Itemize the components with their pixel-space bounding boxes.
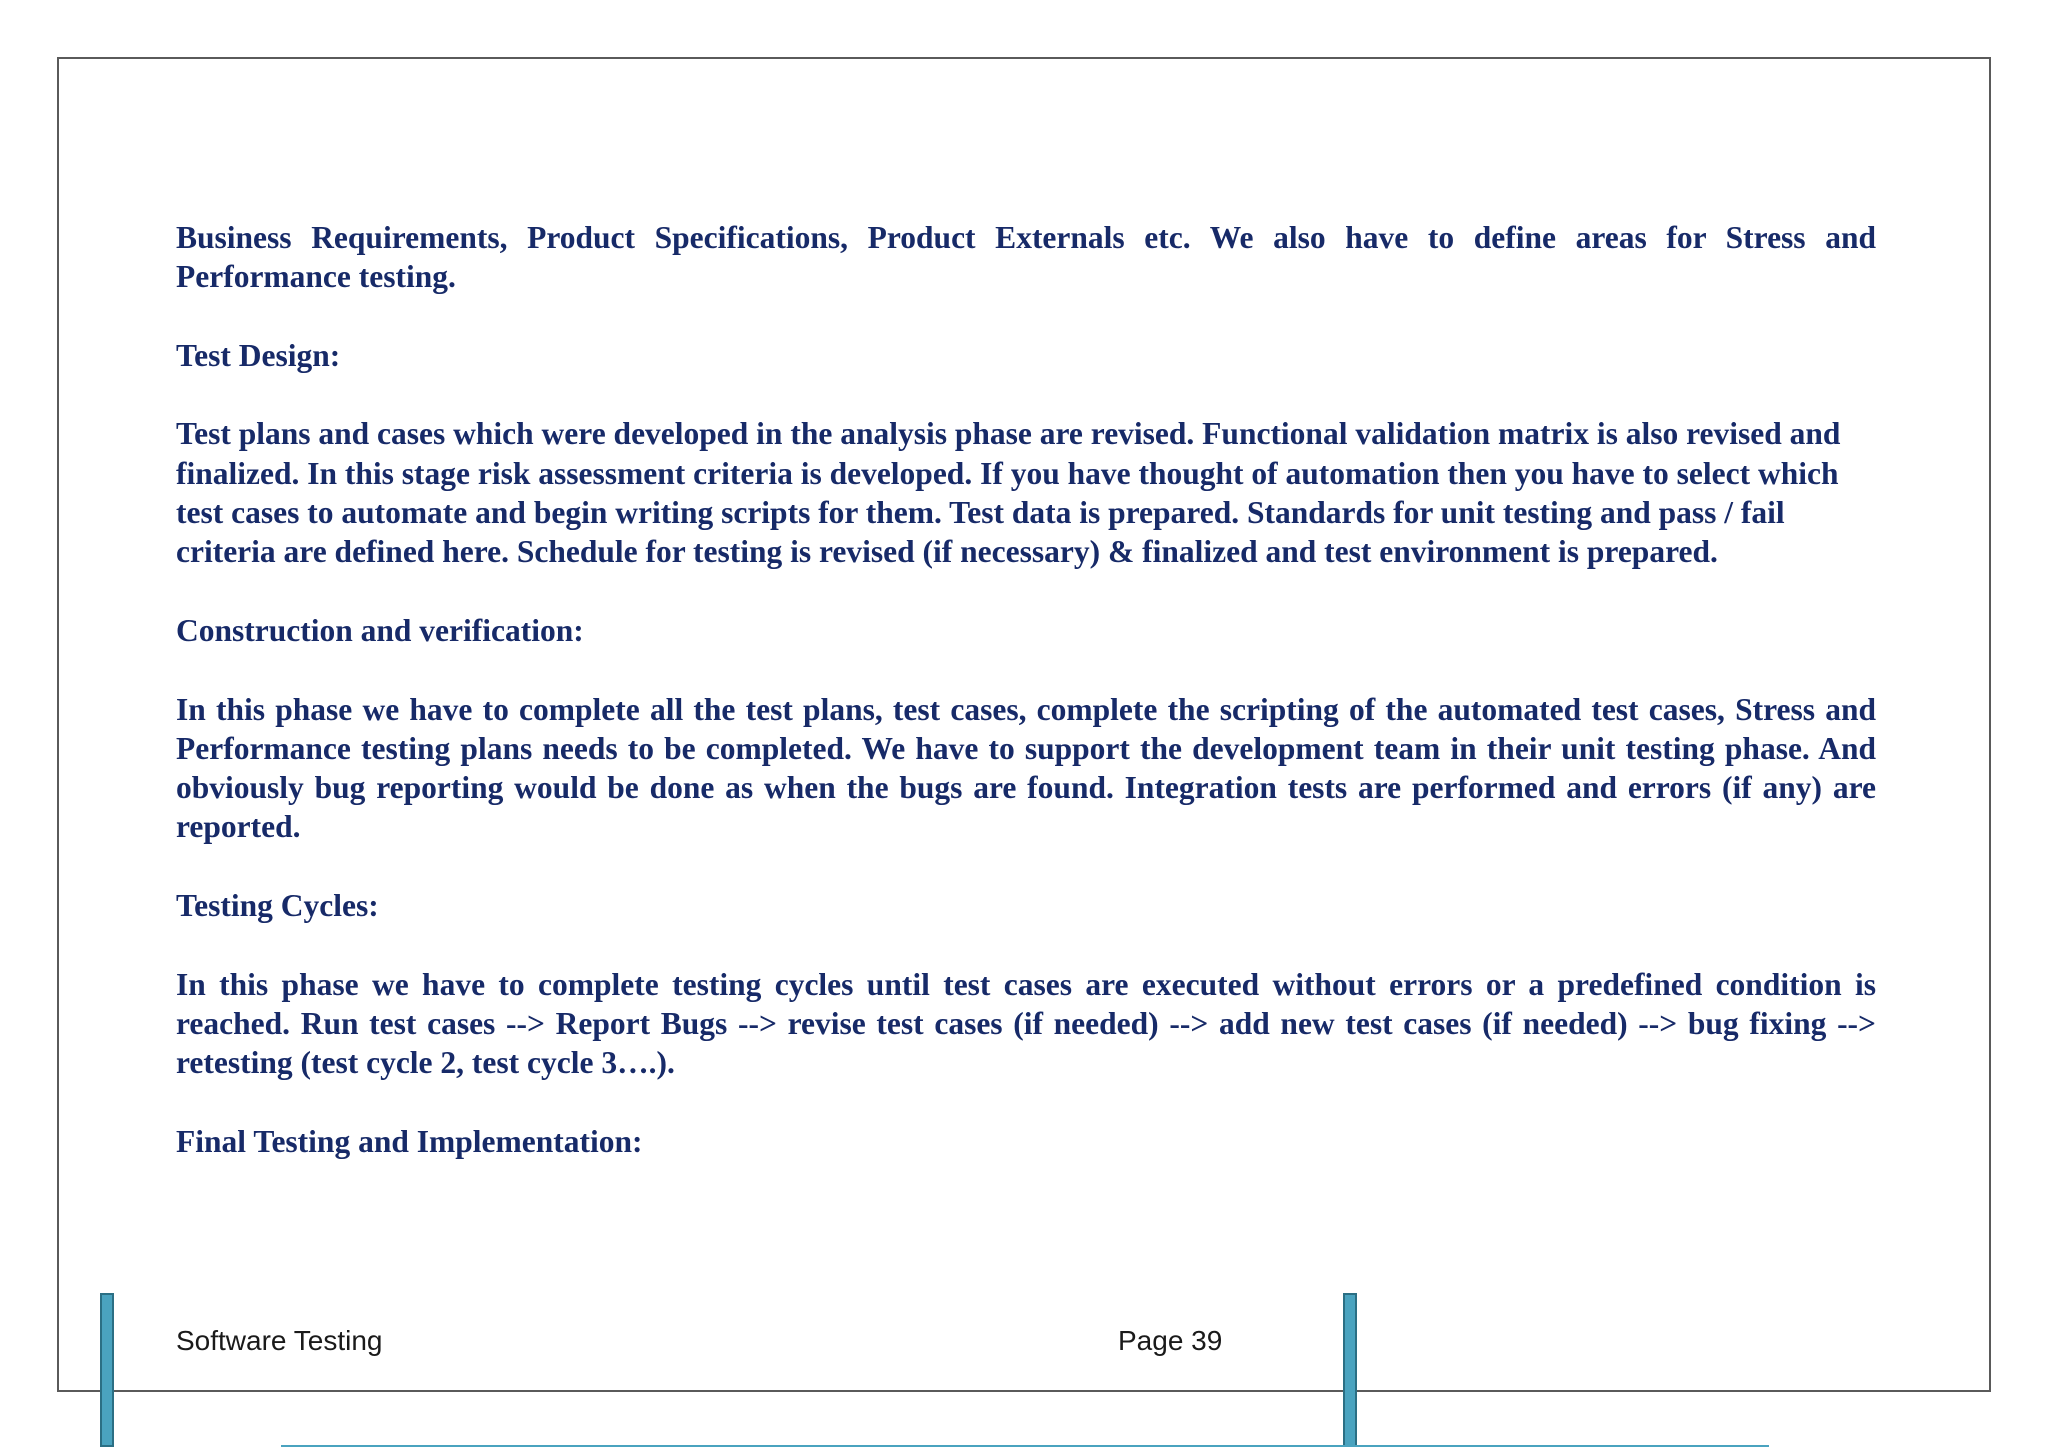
heading-construction: Construction and verification: xyxy=(176,612,584,648)
heading-final-testing: Final Testing and Implementation: xyxy=(176,1123,643,1159)
heading-testing-cycles: Testing Cycles: xyxy=(176,888,379,924)
right-accent-bar xyxy=(1343,1293,1357,1447)
footer-title: Software Testing xyxy=(176,1325,383,1356)
paragraph-requirements: Business Requirements, Product Specifications, Product Externals etc. We also have to define areas for Stress and Performance testing. xyxy=(176,220,1876,295)
heading-test-design: Test Design: xyxy=(176,337,341,373)
page-number: Page 39 xyxy=(1118,1325,1223,1356)
left-accent-bar xyxy=(100,1293,114,1447)
paragraph-test-design: Test plans and cases which were developed in the analysis phase are revised. Functional validation matrix is also revised and finalized. In this stage risk assessment criteria is developed. If you have thought of automation then you have to select which test cases to automate and begin writing scripts for them. Test data is prepared. Standards for unit testing and pass / fail criteria are defined here. Schedule for testing is revised (if necessary) & finalized and test environment is prepared. xyxy=(176,416,1841,570)
paragraph-construction: In this phase we have to complete all the test plans, test cases, complete the scripting of the automated test cases, Stress and Performance testing plans needs to be completed. We have to support the development team in their unit testing phase. And obviously bug reporting would be done as when the bugs are found. Integration tests are performed and errors (if any) are reported. xyxy=(176,691,1876,845)
document-body xyxy=(176,218,1876,1200)
paragraph-testing-cycles: In this phase we have to complete testing cycles until test cases are executed without errors or a predefined condition is reached. Run test cases --> Report Bugs --> revise test cases (if needed) --> add new test cases (if needed) --> bug fixing --> retesting (test cycle 2, test cycle 3….). xyxy=(176,966,1876,1081)
